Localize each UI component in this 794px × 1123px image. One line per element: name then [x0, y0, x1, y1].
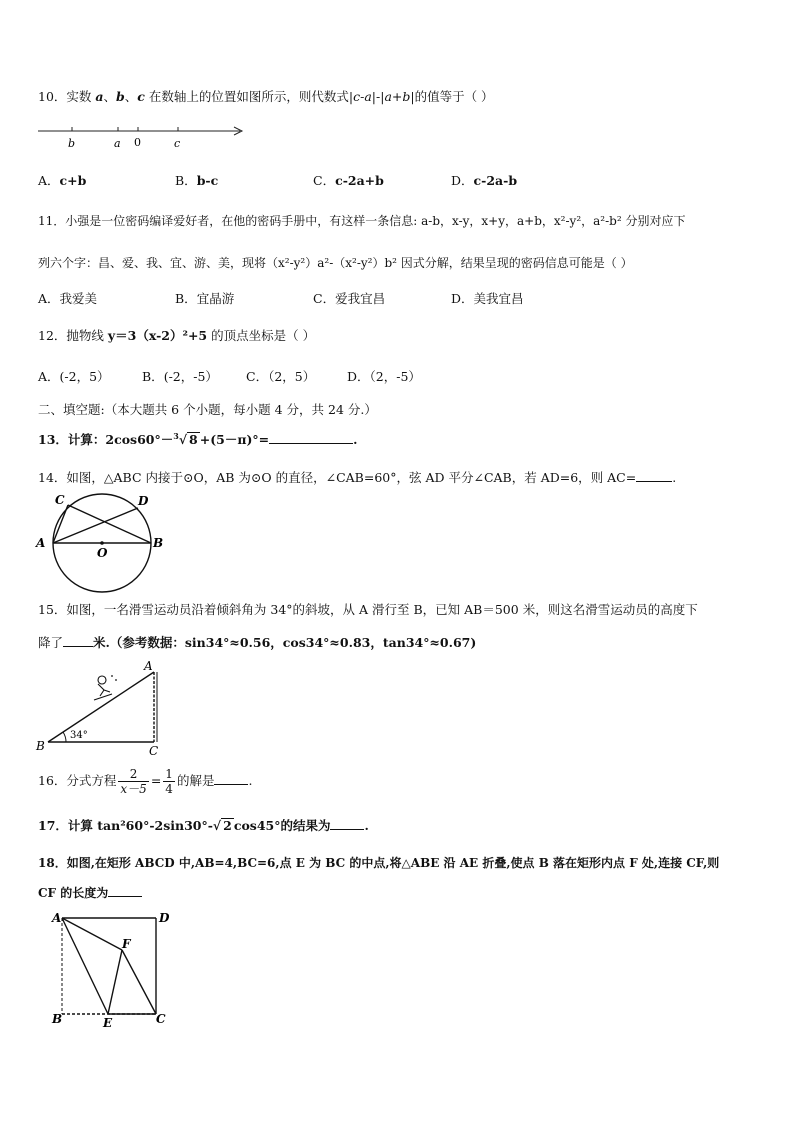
skier-icon: [94, 675, 117, 700]
q12-stem: 12．抛物线 y＝3（x-2）²+5 的顶点坐标是（ ）: [38, 328, 316, 343]
label-E: E: [103, 1016, 113, 1030]
q10-option-d[interactable]: D．c-2a-b: [451, 173, 518, 188]
label-B: B: [153, 536, 164, 550]
q11-option-a[interactable]: A．我爱美: [38, 291, 98, 306]
label-B: B: [52, 1012, 63, 1026]
axis-label-zero: 0: [134, 136, 141, 149]
q18-rectangle-figure: [36, 906, 176, 1030]
q10-option-a[interactable]: A．c+b: [38, 173, 87, 188]
label-C: C: [55, 493, 65, 507]
fraction-2-over-x-5: $\frac{2}{x-5}$: [120, 767, 147, 796]
q14-circle-figure: [34, 488, 174, 598]
label-C: C: [149, 744, 159, 758]
label-O: O: [97, 546, 108, 560]
label-B: B: [36, 739, 45, 753]
q18-answer-blank[interactable]: [108, 884, 142, 897]
angle-label: 34°: [70, 730, 88, 741]
q16-answer-blank[interactable]: [214, 772, 248, 785]
q18-line2: CF 的长度为: [38, 884, 142, 902]
label-D: D: [138, 494, 149, 508]
label-C: C: [156, 1012, 166, 1026]
q13-stem: 13．计算：2cos60°－$^3$√ 8 +(5－π)°= .: [38, 431, 358, 447]
q11-line1: 11．小强是一位密码编译爱好者，在他的密码手册中，有这样一条信息: a-b，x-y，x+y，a+b，x²-y²，a²-b² 分别对应下: [38, 214, 686, 228]
q15-line1: 15．如图，一名滑雪运动员沿着倾斜角为 34°的斜坡，从 A 滑行至 B，已知 AB＝500 米，则这名滑雪运动员的高度下: [38, 602, 698, 617]
q10-option-c[interactable]: C．c-2a+b: [313, 173, 384, 188]
q17-stem: 17．计算 tan²60°-2sin30°-√ 2 cos45°的结果为 .: [38, 818, 369, 833]
q12-option-a[interactable]: A．(-2，5）: [38, 369, 110, 384]
q13-answer-blank[interactable]: [269, 431, 353, 444]
radical-sign: √: [212, 818, 222, 833]
q11-line2: 列六个字：昌、爱、我、宜、游、美，现将（x²-y²）a²-（x²-y²）b² 因式分解，结果呈现的密码信息可能是（ ）: [38, 256, 633, 270]
q11-option-d[interactable]: D．美我宜昌: [451, 291, 524, 306]
q12-option-d[interactable]: D．（2，-5）: [347, 369, 421, 384]
q15-slope-figure: [36, 658, 176, 758]
q15-line2: 降了 米.（参考数据：sin34°≈0.56，cos34°≈0.83，tan34°≈0.67): [38, 635, 477, 650]
q10-number-line: [36, 120, 256, 154]
q14-stem: 14．如图，△ABC 内接于⊙O，AB 为⊙O 的直径，∠CAB=60°，弦 AD 平分∠CAB，若 AD=6，则 AC= .: [38, 470, 677, 485]
radical-sign: √: [178, 432, 188, 447]
label-A: A: [144, 659, 153, 673]
q10-option-b[interactable]: B．b-c: [175, 173, 219, 188]
q12-option-c[interactable]: C．（2，5）: [246, 369, 316, 384]
q10-stem: 10．实数 a、b、c 在数轴上的位置如图所示，则代数式|c-a|-|a+b|的值等于（ ）: [38, 89, 494, 104]
axis-label-c: c: [174, 137, 181, 150]
label-A: A: [52, 911, 62, 925]
label-F: F: [122, 937, 131, 951]
q14-answer-blank[interactable]: [636, 469, 672, 482]
q11-option-c[interactable]: C．爱我宜昌: [313, 291, 386, 306]
fraction-1-over-4: $\frac{1}{4}$: [165, 767, 173, 796]
q17-answer-blank[interactable]: [330, 817, 364, 830]
section-heading-fill-in: 二、填空题:（本大题共 6 个小题，每小题 4 分，共 24 分.）: [38, 402, 377, 417]
q16-stem: 16．分式方程 $\frac{2}{x-5}$ = $\frac{1}{4}$ 的解是 .: [38, 767, 253, 796]
q11-option-b[interactable]: B．宜晶游: [175, 291, 235, 306]
q15-answer-blank[interactable]: [63, 634, 93, 647]
q18-line1: 18．如图,在矩形 ABCD 中,AB=4,BC=6,点 E 为 BC 的中点,将△ABE 沿 AE 折叠,使点 B 落在矩形内点 F 处,连接 CF,则: [38, 856, 720, 870]
label-D: D: [159, 911, 170, 925]
q12-option-b[interactable]: B．(-2，-5）: [142, 369, 218, 384]
axis-label-b: b: [68, 137, 76, 150]
axis-label-a: a: [114, 137, 121, 150]
label-A: A: [36, 536, 46, 550]
